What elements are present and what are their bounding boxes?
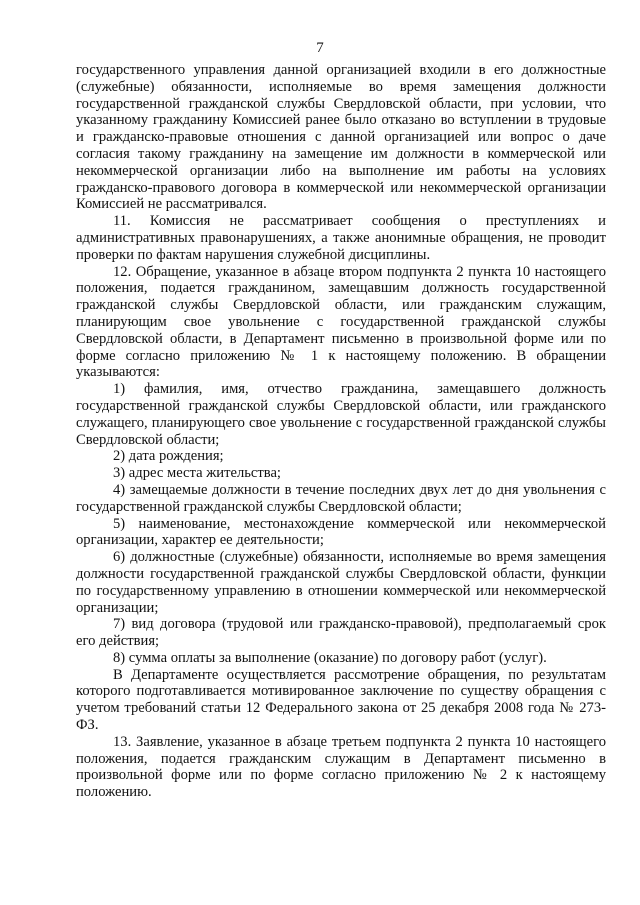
- list-item: 8) сумма оплаты за выполнение (оказание) по договору работ (услуг).: [113, 649, 547, 666]
- paragraph: государственного управления данной организацией входили в его должностные (служебные) обязанности, исполняемые во время замещения должности государственной гражданской службы Свердловской области, при условии, что указанному гражданину Комиссией ранее было отказано во вступлении в трудовые и гражданско-правовые отношения с данной организацией или вопрос о даче согласия такому гражданину на замещение им должности в коммерческой или некоммерческой организации либо на выполнение им работы на условиях гражданско-правового договора в коммерческой или некоммерческой организации Комиссией не рассматривался.: [76, 62, 606, 213]
- paragraph: В Департаменте осуществляется рассмотрение обращения, по результатам которого подготавливается мотивированное заключение по существу обращения с учетом требований статьи 12 Федерального закона от 25 декабря 2008 года № 273-ФЗ.: [76, 666, 606, 734]
- paragraph: 11. Комиссия не рассматривает сообщения о преступлениях и административных правонарушениях, а также анонимные обращения, не проводит проверки по фактам нарушения служебной дисциплины.: [76, 213, 606, 263]
- list-item: 3) адрес места жительства;: [113, 465, 281, 482]
- page-number: 7: [316, 40, 324, 56]
- document-body: [76, 62, 606, 801]
- list-item: 5) наименование, местонахождение коммерческой или некоммерческой организации, характер ее деятельности;: [76, 515, 606, 549]
- paragraph: 13. Заявление, указанное в абзаце третьем подпункта 2 пункта 10 настоящего положения, подается гражданским служащим в Департамент письменно в произвольной форме или по форме согласно приложению № 2 к настоящему положению.: [76, 733, 606, 801]
- list-item: 1) фамилия, имя, отчество гражданина, замещавшего должность государственной гражданской службы Свердловской области, или гражданского служащего, планирующего свое увольнение с государственной гражданской службы Свердловской области;: [76, 381, 606, 448]
- list-item: 2) дата рождения;: [113, 448, 224, 465]
- list-item: 4) замещаемые должности в течение последних двух лет до дня увольнения с государственной гражданской службы Свердловской области;: [76, 481, 606, 515]
- list-item: 6) должностные (служебные) обязанности, исполняемые во время замещения должности государственной гражданской службы Свердловской области, функции по государственному управлению в отношении коммерческой или некоммерческой организации;: [76, 549, 606, 616]
- list-item: 7) вид договора (трудовой или гражданско-правовой), предполагаемый срок его действия;: [76, 616, 606, 650]
- paragraph: 12. Обращение, указанное в абзаце втором подпункта 2 пункта 10 настоящего положения, подается гражданином, замещавшим должность государственной гражданской службы Свердловской области, или гражданским служащим, планирующим свое увольнение с государственной гражданской службы Свердловской области, в Департамент письменно в произвольной форме или по форме согласно приложению № 1 к настоящему положению. В обращении указываются:: [76, 263, 606, 381]
